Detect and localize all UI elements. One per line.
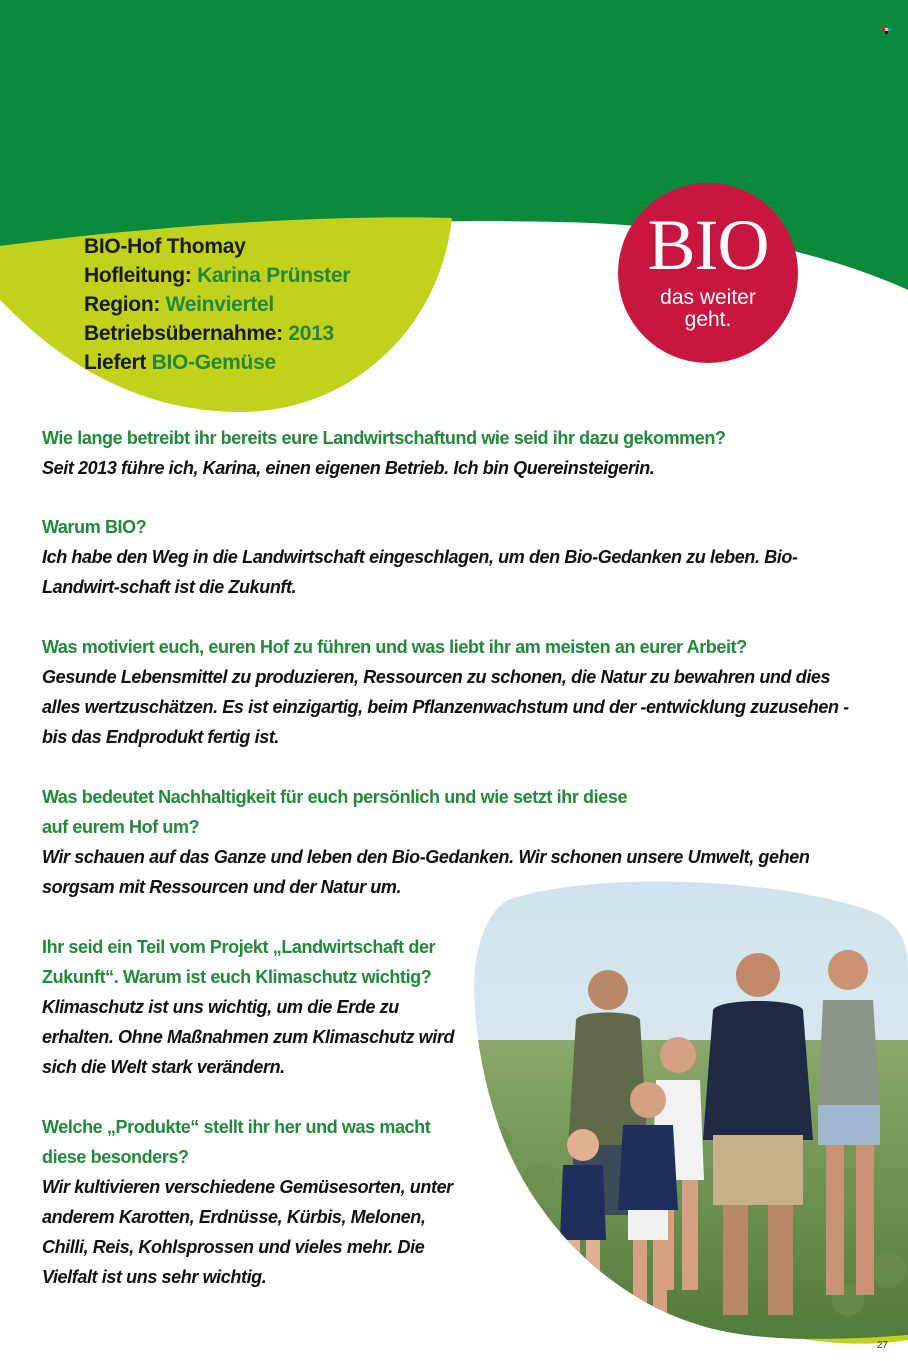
qa-block-2 — [42, 512, 872, 602]
page-number: 27 — [876, 1340, 888, 1351]
question: Was motiviert euch, euren Hof zu führen und was liebt ihr am meisten an eurer Arbeit? — [42, 637, 747, 657]
qa-block-5 — [42, 932, 472, 1082]
farm-info — [84, 232, 350, 377]
farm-supplies: Liefert BIO-Gemüse — [84, 351, 276, 374]
question: Warum BIO? — [42, 517, 147, 537]
answer: Wir kultivieren verschiedene Gemüsesorten, unter anderem Karotten, Erdnüsse, Kürbis, Melonen, Chilli, Reis, Kohlsprossen und vieles mehr. Die Vielfalt ist uns sehr wichtig. — [42, 1177, 453, 1287]
farm-takeover: Betriebsübernahme: 2013 — [84, 322, 334, 345]
family-photo — [468, 880, 908, 1340]
bio-badge — [618, 183, 798, 363]
qa-block-3 — [42, 632, 872, 752]
question: Ihr seid ein Teil vom Projekt „Landwirtschaft der Zukunft“. Warum ist euch Klimaschutz wichtig? — [42, 937, 436, 987]
answer: Klimaschutz ist uns wichtig, um die Erde zu erhalten. Ohne Maßnahmen zum Klimaschutz wird sich die Welt stark verändern. — [42, 997, 455, 1077]
farm-region: Region: Weinviertel — [84, 293, 274, 316]
farm-lead: Hofleitung: Karina Prünster — [84, 264, 351, 287]
answer: Wir schauen auf das Ganze und leben den Bio-Gedanken. Wir schonen unsere Umwelt, gehen sorgsam mit Ressourcen und der Natur um. — [42, 847, 810, 897]
answer: Seit 2013 führe ich, Karina, einen eigenen Betrieb. Ich bin Quereinsteigerin. — [42, 458, 655, 478]
bio-badge-subtitle: das weiter geht. — [660, 286, 756, 331]
print-mark-icon — [882, 28, 892, 34]
farm-name: BIO-Hof Thomay — [84, 235, 246, 258]
bio-badge-title: BIO — [647, 205, 769, 285]
question: Welche „Produkte“ stellt ihr her und was macht diese besonders? — [42, 1117, 431, 1167]
answer: Ich habe den Weg in die Landwirtschaft eingeschlagen, um den Bio-Gedanken zu leben. Bio-Landwirt-schaft ist die Zukunft. — [42, 547, 798, 597]
qa-block-1 — [42, 423, 872, 483]
answer: Gesunde Lebensmittel zu produzieren, Ressourcen zu schonen, die Natur zu bewahren und dies alles wertzuschätzen. Es ist einzigartig, beim Pflanzenwachstum und der -entwicklung zuzusehen - bis das Endprodukt fertig ist. — [42, 667, 849, 747]
qa-block-6 — [42, 1112, 472, 1292]
question: Wie lange betreibt ihr bereits eure Landwirtschaftund wie seid ihr dazu gekommen? — [42, 428, 726, 448]
question: Was bedeutet Nachhaltigkeit für euch persönlich und wie setzt ihr diese auf eurem Hof um? — [42, 787, 628, 837]
